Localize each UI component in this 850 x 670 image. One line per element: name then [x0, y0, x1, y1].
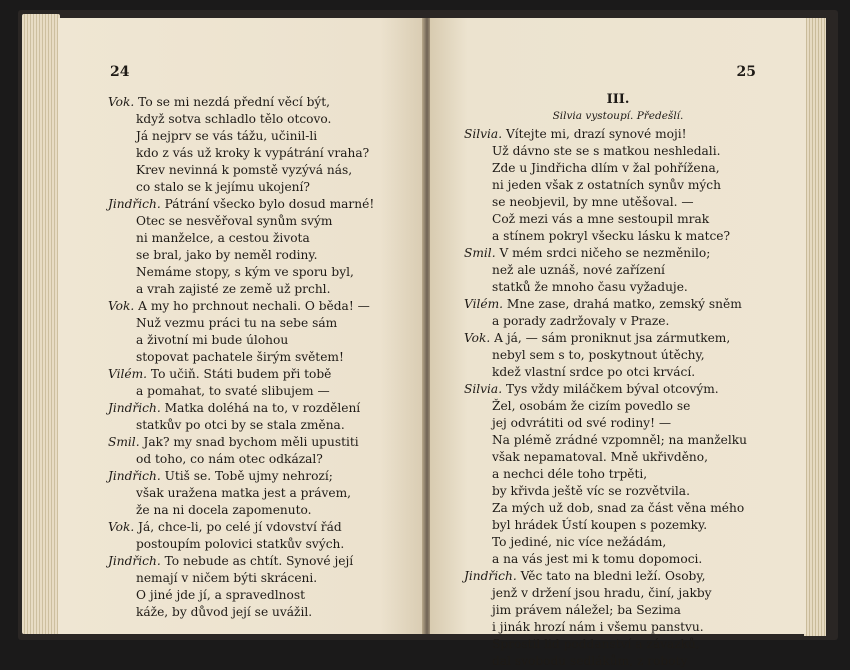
verse-line: [108, 570, 418, 587]
speaker-name: Vok.: [108, 520, 135, 534]
line-text: To nebude as chtít. Synové její: [164, 554, 354, 568]
line-text: Já nejprv se vás tážu, učinil-li: [136, 129, 318, 143]
verse-line: [464, 551, 800, 568]
speaker-line: [108, 519, 418, 536]
verse-line: [108, 230, 418, 247]
line-text: byl hrádek Ústí koupen s pozemky.: [492, 518, 708, 532]
line-text: postoupím polovici statkův svých.: [136, 537, 345, 551]
verse-line: [464, 211, 800, 228]
verse-line: [108, 315, 418, 332]
speaker-line: [464, 126, 800, 143]
speaker-line: [108, 366, 418, 383]
line-text: a pomahat, to svaté slibujem —: [136, 384, 330, 398]
speaker-name: Vok.: [108, 299, 135, 313]
line-text: Nemáme stopy, s kým ve sporu byl,: [136, 265, 354, 279]
verse-line: [108, 485, 418, 502]
line-text: a porady zadržovaly v Praze.: [492, 314, 670, 328]
speaker-name: Jindřich.: [464, 569, 517, 583]
verse-line: [464, 534, 800, 551]
speaker-name: Silvia.: [464, 127, 503, 141]
right-page: [430, 18, 806, 668]
verse-line: [464, 279, 800, 296]
line-text: V mém srdci ničeho se nezměnilo;: [499, 246, 711, 260]
verse-line: [464, 500, 800, 517]
verse-line: [108, 162, 418, 179]
speaker-name: Vok.: [464, 331, 491, 345]
line-text: Otec se nesvěřoval synům svým: [136, 214, 333, 228]
speaker-name: Vilém.: [108, 367, 148, 381]
line-text: však uražena matka jest a právem,: [136, 486, 352, 500]
verse-line: [108, 502, 418, 519]
speaker-line: [464, 296, 800, 313]
speaker-line: [464, 330, 800, 347]
verse-line: [108, 536, 418, 553]
speaker-line: [108, 298, 418, 315]
speaker-name: Vilém.: [464, 297, 504, 311]
verse-line: [108, 451, 418, 468]
line-text: To učiň. Státi budem při tobě: [150, 367, 332, 381]
line-text: Mne zase, drahá matko, zemský sněm: [506, 297, 742, 311]
line-text: káže, by důvod její se uvážil.: [136, 605, 313, 619]
verse-line: [108, 417, 418, 434]
verse-line: [464, 466, 800, 483]
line-text: Zde u Jindřicha dlím v žal pohřížena,: [492, 161, 720, 175]
line-text: ni manželce, a cestou života: [136, 231, 310, 245]
verse-line: [464, 313, 800, 330]
line-text: a vrah zajisté ze země už prchl.: [136, 282, 331, 296]
line-text: nemají v ničem býti skráceni.: [136, 571, 318, 585]
verse-line: [464, 517, 800, 534]
verse-line: [108, 111, 418, 128]
verse-line: [464, 432, 800, 449]
line-text: Krev nevinná k pomstě vyzývá nás,: [136, 163, 353, 177]
line-text: Věc tato na bledni leží. Osoby,: [520, 569, 706, 583]
speaker-name: Jindřich.: [108, 469, 161, 483]
line-text: A my ho prchnout nechali. O běda! —: [138, 299, 370, 313]
speaker-line: [108, 400, 418, 417]
line-text: že na ni docela zapomenuto.: [136, 503, 312, 517]
line-text: statků že mnoho času vyžaduje.: [492, 280, 688, 294]
line-text: a životní mi bude úlohou: [136, 333, 289, 347]
verse-line: [464, 160, 800, 177]
line-text: Žel, osobám že cizím povedlo se: [492, 399, 691, 413]
speaker-line: [108, 434, 418, 451]
line-text: když sotva schladlo tělo otcovo.: [136, 112, 332, 126]
verse-line: [108, 213, 418, 230]
left-page-text: [108, 94, 418, 621]
line-text: Já, chce-li, po celé jí vdovství řád: [138, 520, 342, 534]
speaker-name: Jindřich.: [108, 197, 161, 211]
line-text: kdo z vás už kroky k vypátrání vraha?: [136, 146, 370, 160]
line-text: jenž v držení jsou hradu, činí, jakby: [492, 586, 712, 600]
line-text: než ale uznáš, nové zařízení: [492, 263, 665, 277]
speaker-name: Jindřich.: [108, 401, 161, 415]
line-text: jim právem náležel; ba Sezima: [492, 603, 681, 617]
verse-line: [108, 247, 418, 264]
verse-line: [108, 145, 418, 162]
line-text: a na vás jest mi k tomu dopomoci.: [492, 552, 703, 566]
verse-line: [464, 602, 800, 619]
speaker-line: [464, 245, 800, 262]
speaker-line: [108, 468, 418, 485]
line-text: Matka doléhá na to, v rozdělení: [164, 401, 361, 415]
speaker-name: Vok.: [108, 95, 135, 109]
verse-line: [464, 347, 800, 364]
line-text: stopovat pachatele širým světem!: [136, 350, 344, 364]
line-text: statkův po otci by se stala změna.: [136, 418, 345, 432]
line-text: se neobjevil, by mne utěšoval. —: [492, 195, 694, 209]
verse-line: [108, 332, 418, 349]
verse-line: [464, 194, 800, 211]
line-text: To se mi nezdá přední věcí být,: [138, 95, 331, 109]
verse-line: [464, 585, 800, 602]
line-text: a stínem pokryl všecku lásku k matce?: [492, 229, 731, 243]
speaker-line: [108, 94, 418, 111]
speaker-name: Jindřich.: [108, 554, 161, 568]
verse-line: [464, 415, 800, 432]
verse-line: [108, 264, 418, 281]
verse-line: [464, 364, 800, 381]
line-text: Nuž vezmu práci tu na sebe sám: [136, 316, 338, 330]
line-text: Pátrání všecko bylo dosud marné!: [164, 197, 375, 211]
line-text: Už dávno ste se s matkou neshledali.: [492, 144, 721, 158]
speaker-name: Smil.: [464, 246, 496, 260]
speaker-name: Silvia.: [464, 382, 503, 396]
verse-line: [108, 281, 418, 298]
verse-line: [464, 262, 800, 279]
page-edges-right: [804, 18, 826, 636]
line-text: To jediné, nic více nežádám,: [492, 535, 667, 549]
scene-heading: III.: [606, 92, 630, 107]
verse-line: [108, 349, 418, 366]
line-text: se bral, jako by neměl rodiny.: [136, 248, 318, 262]
right-page-text: [464, 126, 800, 670]
page-number-left: 24: [110, 64, 130, 80]
verse-line: [464, 228, 800, 245]
line-text: ni jeden však z ostatních synův mých: [492, 178, 721, 192]
left-page: [58, 18, 424, 634]
speaker-line: [108, 553, 418, 570]
line-text: Tys vždy miláčkem býval otcovým.: [505, 382, 719, 396]
verse-line: [464, 177, 800, 194]
speaker-line: [108, 196, 418, 213]
page-number-right: 25: [736, 64, 756, 80]
line-text: nebyl sem s to, poskytnout útěchy,: [492, 348, 705, 362]
line-text: jej odvrátiti od své rodiny! —: [492, 416, 672, 430]
verse-line: [108, 179, 418, 196]
line-text: Utiš se. Tobě ujmy nehrozí;: [164, 469, 333, 483]
line-text: Což mezi vás a mne sestoupil mrak: [492, 212, 710, 226]
line-text: kdež vlastní srdce po otci krvácí.: [492, 365, 696, 379]
speaker-line: [464, 381, 800, 398]
line-text: A já, — sám proniknut jsa zármutkem,: [494, 331, 731, 345]
line-text: od toho, co nám otec odkázal?: [136, 452, 323, 466]
line-text: však nepamatoval. Mně ukřivděno,: [492, 450, 708, 464]
line-text: by křivda ještě víc se rozvětvila.: [492, 484, 690, 498]
speaker-line: [464, 568, 800, 585]
verse-line: [108, 604, 418, 621]
stage-direction: Silvia vystoupí. Předešlí.: [552, 110, 684, 122]
verse-line: [464, 398, 800, 415]
verse-line: [108, 587, 418, 604]
verse-line: [108, 383, 418, 400]
page-edges-left: [22, 14, 60, 634]
line-text: dal svobodu sedlákům, z roboty: [492, 654, 688, 668]
line-text: co stalo se k jejímu ukojení?: [136, 180, 310, 194]
line-text: Vítejte mi, drazí synové moji!: [505, 127, 687, 141]
line-text: O jiné jde jí, a spravedlnost: [136, 588, 305, 602]
verse-line: [464, 483, 800, 500]
verse-line: [464, 619, 800, 636]
verse-line: [464, 653, 800, 670]
line-text: a nechci déle toho trpěti,: [492, 467, 648, 481]
line-text: Za mých už dob, snad za část věna mého: [492, 501, 745, 515]
line-text: Jak? my snad bychom měli upustiti: [143, 435, 359, 449]
verse-line: [464, 143, 800, 160]
line-text: Sprostil lid poddanství a závazků,: [492, 637, 700, 651]
verse-line: [108, 128, 418, 145]
verse-line: [464, 636, 800, 653]
speaker-name: Smil.: [108, 435, 140, 449]
line-text: Na plémě zrádné vzpomněl; na manželku: [492, 433, 747, 447]
line-text: i jinák hrozí nám i všemu panstvu.: [492, 620, 704, 634]
verse-line: [464, 449, 800, 466]
